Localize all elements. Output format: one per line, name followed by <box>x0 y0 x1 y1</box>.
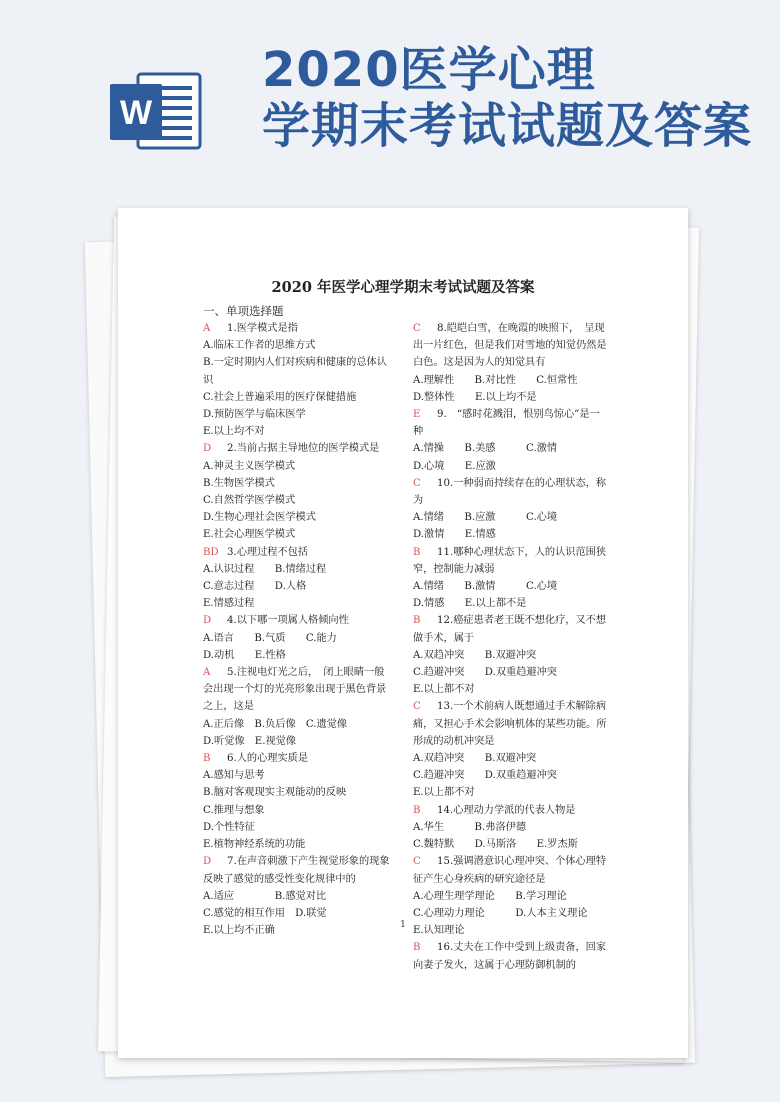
answer-key: A <box>203 667 211 679</box>
answer-option: E.植物神经系统的功能 <box>203 839 306 851</box>
answer-option: B.脑对客观现实主观能动的反映 <box>203 787 347 799</box>
left-question-column <box>203 320 393 939</box>
word-document-icon <box>108 66 204 156</box>
answer-option: A.情操 B.美感 C.激情 <box>413 443 558 455</box>
answer-option: D.预防医学与临床医学 <box>203 409 306 421</box>
question-item <box>203 664 393 750</box>
answer-option: A.认识过程 B.情绪过程 <box>203 563 327 575</box>
question-stem <box>413 406 608 440</box>
question-stem <box>413 612 608 646</box>
answer-option: C.魏特默 D.马斯洛 E.罗杰斯 <box>413 839 578 851</box>
question-stem <box>413 320 608 372</box>
question-item <box>413 612 608 698</box>
answer-key: B <box>413 546 421 558</box>
answer-option: A.心理生理学理论 B.学习理论 <box>413 890 567 902</box>
answer-option: E.认知理论 <box>413 925 465 937</box>
answer-option: C.感觉的相互作用 D.联觉 <box>203 907 327 919</box>
question-item <box>413 939 608 973</box>
question-item <box>413 475 608 544</box>
banner-title-line1: 2020医学心理 <box>262 42 596 98</box>
answer-option: D.动机 E.性格 <box>203 649 286 661</box>
answer-option: B.生物医学模式 <box>203 477 275 489</box>
document-page <box>118 208 688 1058</box>
question-stem <box>203 750 393 767</box>
answer-option: C.趋避冲突 D.双重趋避冲突 <box>413 667 557 679</box>
document-title: 2020 年医学心理学期末考试试题及答案 <box>271 279 535 296</box>
question-item <box>413 698 608 801</box>
question-item <box>203 320 393 440</box>
answer-option: C.心理动力理论 D.人本主义理论 <box>413 907 588 919</box>
answer-key: B <box>413 615 421 627</box>
answer-option: D.个性特征 <box>203 821 255 833</box>
question-text: 7.在声音刺激下产生视觉形象的现象反映了感觉的感受性变化规律中的 <box>203 856 390 885</box>
question-item <box>203 612 393 664</box>
question-stem <box>203 664 393 716</box>
question-item <box>413 406 608 475</box>
question-text: 11.哪种心理状态下，人的认识范围狭窄，控制能力减弱 <box>413 546 607 575</box>
question-stem <box>413 853 608 887</box>
question-text: 13.一个术前病人既想通过手术解除病痛，又担心手术会影响机体的某些功能。所形成的动机冲突是 <box>413 701 607 747</box>
answer-key: E <box>413 409 421 421</box>
answer-option: B.一定时期内人们对疾病和健康的总体认 <box>203 357 387 369</box>
answer-key: C <box>413 323 421 334</box>
answer-option: E.以上均不正确 <box>203 925 275 937</box>
question-text: 8.皑皑白雪，在晚霞的映照下， 呈现出一片红色，但是我们对雪地的知觉仍然是白色。这是因为人的知觉具有 <box>413 323 607 369</box>
question-text: 3.心理过程不包括 <box>227 546 309 558</box>
answer-key: C <box>413 477 421 489</box>
answer-key: B <box>203 753 211 765</box>
answer-option: C.推理与想象 <box>203 804 265 816</box>
right-question-column <box>413 320 608 974</box>
answer-key: B <box>413 942 421 954</box>
answer-option: D.整体性 E.以上均不是 <box>413 391 537 403</box>
question-text: 5.注视电灯光之后， 闭上眼睛一般会出现一个灯的光亮形象出现于黑色背景之上，这是 <box>203 667 387 713</box>
answer-option: A.感知与思考 <box>203 770 265 782</box>
answer-option: E.以上均不对 <box>203 426 265 438</box>
answer-key: D <box>203 856 212 868</box>
answer-option: C.趋避冲突 D.双重趋避冲突 <box>413 770 557 782</box>
answer-key: C <box>413 856 421 868</box>
answer-option: A.适应 B.感觉对比 <box>203 890 327 902</box>
answer-key: B <box>413 804 421 816</box>
question-text: 1.医学模式是指 <box>227 323 298 334</box>
question-text: 6.人的心理实质是 <box>227 753 309 765</box>
answer-option: A.神灵主义医学模式 <box>203 460 296 472</box>
question-text: 16.丈夫在工作中受到上级责备，回家向妻子发火，这属于心理防御机制的 <box>413 942 607 971</box>
question-text: 14.心理动力学派的代表人物是 <box>437 804 576 816</box>
answer-option: 识 <box>203 374 214 386</box>
question-stem <box>413 544 608 578</box>
answer-option: A.情绪 B.应激 C.心境 <box>413 512 558 524</box>
question-stem <box>413 939 608 973</box>
question-item <box>413 320 608 406</box>
question-stem <box>203 440 393 457</box>
answer-option: E.以上都不对 <box>413 684 475 696</box>
answer-option: A.正后像 B.负后像 C.遗觉像 <box>203 718 348 730</box>
answer-option: C.意志过程 D.人格 <box>203 581 307 593</box>
question-text: 10.一种弱而持续存在的心理状态，称为 <box>413 477 607 507</box>
answer-key: D <box>203 615 212 627</box>
question-stem <box>203 320 393 337</box>
answer-option: D.激情 E.情感 <box>413 529 496 541</box>
question-stem <box>203 612 393 629</box>
answer-option: A.语言 B.气质 C.能力 <box>203 632 337 644</box>
answer-option: D.生物心理社会医学模式 <box>203 512 316 524</box>
answer-key: C <box>413 701 421 713</box>
question-stem <box>203 544 393 561</box>
question-stem <box>413 475 608 509</box>
answer-option: D.听觉像 E.视觉像 <box>203 735 297 747</box>
answer-option: C.社会上普遍采用的医疗保健措施 <box>203 391 357 403</box>
answer-option: A.理解性 B.对比性 C.恒常性 <box>413 374 578 386</box>
answer-option: A.情绪 B.激情 C.心境 <box>413 581 558 593</box>
question-item <box>203 440 393 543</box>
answer-option: D.心境 E.应激 <box>413 460 496 472</box>
answer-option: E.情感过程 <box>203 598 255 610</box>
banner-title <box>262 42 774 154</box>
answer-option: A.双趋冲突 B.双避冲突 <box>413 753 537 765</box>
answer-option: E.以上都不对 <box>413 787 475 799</box>
question-item <box>203 750 393 853</box>
question-text: 12.癌症患者老王既不想化疗，又不想做手术，属于 <box>413 615 607 644</box>
question-text: 4.以下哪一项属人格倾向性 <box>227 615 349 627</box>
answer-option: A.临床工作者的思维方式 <box>203 340 316 352</box>
question-item <box>413 802 608 854</box>
banner-title-line2: 学期末考试试题及答案 <box>262 98 753 154</box>
question-item <box>413 544 608 613</box>
answer-option: D.情感 E.以上都不是 <box>413 598 527 610</box>
question-text: 15.强调潜意识心理冲突、个体心理特征产生心身疾病的研究途径是 <box>413 856 607 885</box>
question-text: 9. “感时花溅泪，恨别鸟惊心”是一种 <box>413 409 600 438</box>
answer-key: D <box>203 443 212 455</box>
answer-option: A.华生 B.弗洛伊德 <box>413 821 527 833</box>
question-stem <box>413 802 608 819</box>
question-stem <box>413 698 608 750</box>
page-number: 1 <box>400 920 406 930</box>
question-text: 2.当前占据主导地位的医学模式是 <box>227 443 380 455</box>
section-heading: 一、单项选择题 <box>203 304 284 318</box>
answer-option: C.自然哲学医学模式 <box>203 495 296 507</box>
question-item <box>203 544 393 613</box>
question-stem <box>203 853 393 887</box>
answer-option: A.双趋冲突 B.双避冲突 <box>413 649 537 661</box>
word-logo-letter: W <box>119 94 153 132</box>
answer-option: E.社会心理医学模式 <box>203 529 296 541</box>
answer-key: BD <box>203 546 219 558</box>
answer-key: A <box>203 323 211 334</box>
